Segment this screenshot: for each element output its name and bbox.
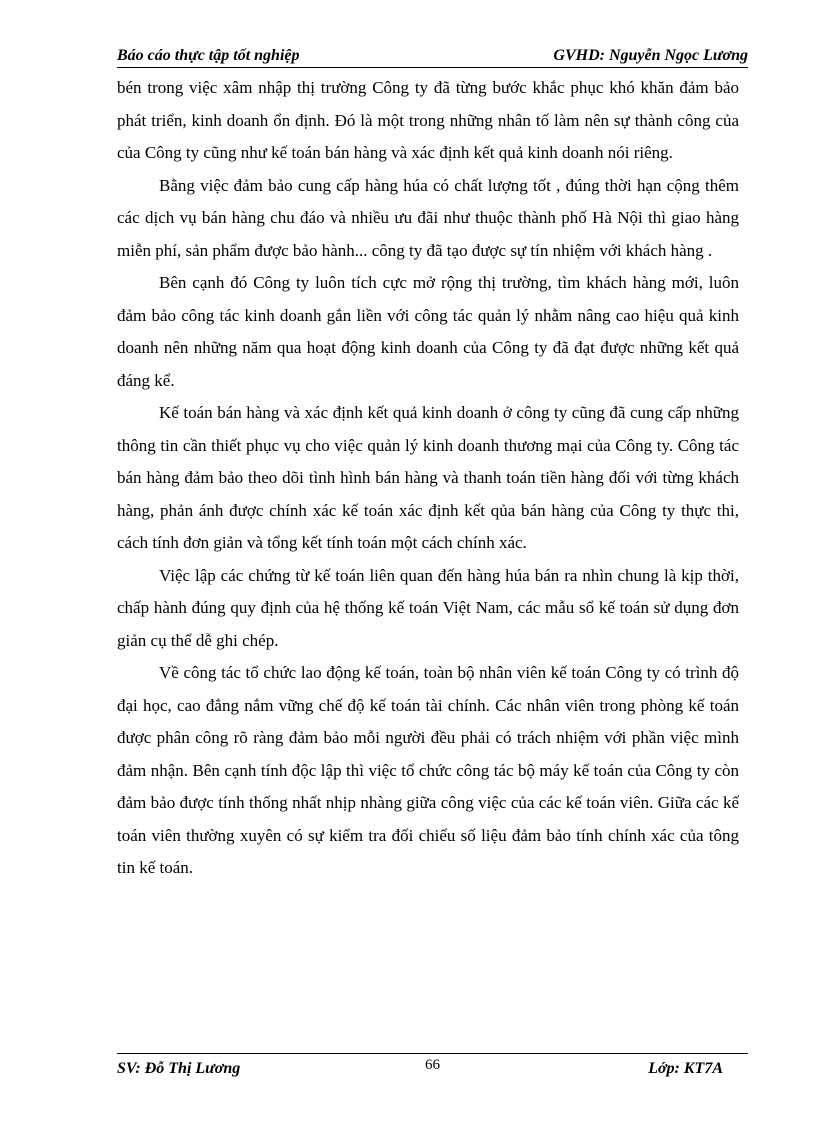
page-number: 66 xyxy=(425,1057,440,1073)
page-header xyxy=(117,46,748,66)
report-title: Báo cáo thực tập tốt nghiệp xyxy=(117,47,300,64)
paragraph: Kế toán bán hàng và xác định kết quả kinh doanh ở công ty cũng đã cung cấp những thông tin cần thiết phục vụ cho việc quản lý kinh doanh thương mại của Công ty. Công tác bán hàng đảm bảo theo dõi tình hình bán hàng và thanh toán tiền hàng đối với từng khách hàng, phản ánh được chính xác kế toán xác định kết qủa bán hàng của Công ty thực thi, cách tính đơn giản và tổng kết tính toán một cách chính xác. xyxy=(117,403,739,552)
student-name: SV: Đỗ Thị Lương xyxy=(117,1060,241,1077)
supervisor-name: GVHD: Nguyễn Ngọc Lương xyxy=(553,47,748,64)
paragraph: Bên cạnh đó Công ty luôn tích cực mở rộng thị trường, tìm khách hàng mới, luôn đảm bảo công tác kinh doanh gắn liền với công tác quản lý nhằm nâng cao hiệu quả kinh doanh nên những năm qua hoạt động kinh doanh của Công ty đã đạt được những kết quả đáng kể. xyxy=(117,273,739,390)
paragraph: Bằng việc đảm bảo cung cấp hàng húa có chất lượng tốt , đúng thời hạn cộng thêm các dịch vụ bán hàng chu đáo và nhiều ưu đãi như thuộc thành phố Hà Nội thì giao hàng miễn phí, sản phẩm được bảo hành... công ty đã tạo được sự tín nhiệm với khách hàng . xyxy=(117,175,739,260)
header-divider xyxy=(117,67,748,68)
paragraph: bén trong việc xâm nhập thị trường Công ty đã từng bước khắc phục khó khăn đảm bảo phát triển, kinh doanh ổn định. Đó là một trong những nhân tố làm nên sự thành công của của Công ty cũng như kế toán bán hàng và xác định kết quả kinh doanh nói riêng. xyxy=(117,78,739,162)
page-body xyxy=(117,72,739,885)
paragraph: Việc lập các chứng từ kế toán liên quan đến hàng húa bán ra nhìn chung là kịp thời, chấp hành đúng quy định của hệ thống kế toán Việt Nam, các mẫu sổ kế toán sử dụng đơn giản cụ thể dễ ghi chép. xyxy=(117,565,739,650)
page-footer xyxy=(117,1056,748,1080)
class-name: Lớp: KT7A xyxy=(648,1060,723,1077)
paragraph: Về công tác tổ chức lao động kế toán, toàn bộ nhân viên kế toán Công ty có trình độ đại học, cao đẳng nắm vững chế độ kế toán tài chính. Các nhân viên trong phòng kế toán được phân công rõ ràng đảm bảo mỗi người đều phải có trách nhiệm với phần việc mình đảm nhận. Bên cạnh tính độc lập thì việc tổ chức công tác bộ máy kế toán của Công ty còn đảm bảo được tính thống nhất nhịp nhàng giữa công việc của các kế toán viên. Giữa các kế toán viên thường xuyên có sự kiểm tra đối chiếu số liệu đảm bảo tính chính xác của tông tin kế toán. xyxy=(117,663,739,877)
